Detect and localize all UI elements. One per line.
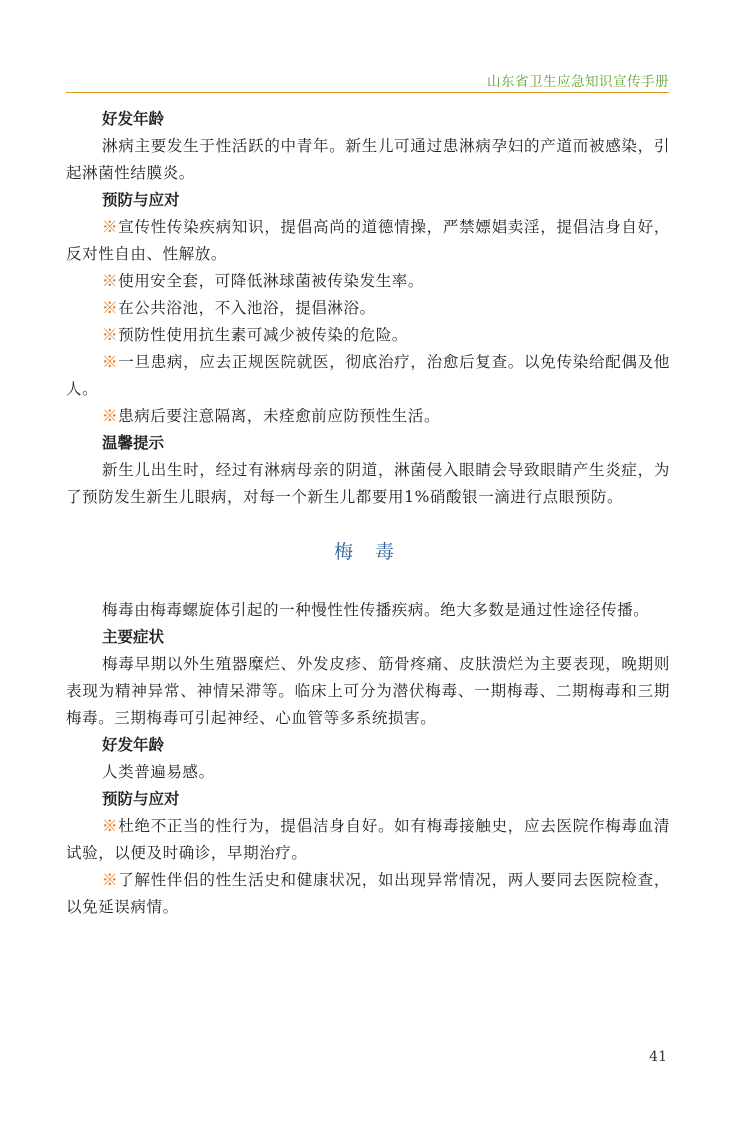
list-item <box>66 214 670 268</box>
list-item-text: 宣传性传染疾病知识，提倡高尚的道德情操，严禁嫖娼卖淫，提倡洁身自好，反对性自由、性解放。 <box>66 218 670 263</box>
list-item <box>66 867 670 921</box>
list-item <box>66 322 670 349</box>
page-number: 41 <box>649 1049 667 1065</box>
tip-heading: 温馨提示 <box>102 434 165 452</box>
bullet-mark: ※ <box>102 326 119 344</box>
bullet-mark: ※ <box>102 407 119 425</box>
bullet-mark: ※ <box>102 353 119 371</box>
age-heading-2: 好发年龄 <box>102 736 165 754</box>
list-item <box>66 295 670 322</box>
intro-text: 梅毒由梅毒螺旋体引起的一种慢性性传播疾病。绝大多数是通过性途径传播。 <box>102 601 650 619</box>
prevention-heading: 预防与应对 <box>102 191 180 209</box>
page-header <box>66 68 669 93</box>
list-item <box>66 403 670 430</box>
page-content <box>66 106 670 921</box>
list-item-text: 使用安全套，可降低淋球菌被传染发生率。 <box>118 272 425 290</box>
list-item <box>66 268 670 295</box>
age-text: 淋病主要发生于性活跃的中青年。新生儿可通过患淋病孕妇的产道而被感染，引起淋菌性结膜炎。 <box>66 137 670 182</box>
section-title: 梅 毒 <box>333 541 403 563</box>
list-item-text: 预防性使用抗生素可减少被传染的危险。 <box>118 326 408 344</box>
symptoms-heading: 主要症状 <box>102 628 165 646</box>
list-item <box>66 813 670 867</box>
age-text-2: 人类普遍易感。 <box>102 763 215 781</box>
symptoms-text: 梅毒早期以外生殖器糜烂、外发皮疹、筋骨疼痛、皮肤溃烂为主要表现，晚期则表现为精神异常、神情呆滞等。临床上可分为潜伏梅毒、一期梅毒、二期梅毒和三期梅毒。三期梅毒可引起神经、心血管等多系统损害。 <box>66 655 670 727</box>
prevention-heading-2: 预防与应对 <box>102 790 180 808</box>
tip-text: 新生儿出生时，经过有淋病母亲的阴道，淋菌侵入眼睛会导致眼睛产生炎症，为了预防发生新生儿眼病，对每一个新生儿都要用1%硝酸银一滴进行点眼预防。 <box>66 461 670 506</box>
list-item-text: 患病后要注意隔离，未痊愈前应防预性生活。 <box>118 407 441 425</box>
age-heading: 好发年龄 <box>102 110 165 128</box>
bullet-mark: ※ <box>102 218 119 236</box>
header-title: 山东省卫生应急知识宣传手册 <box>487 74 669 90</box>
list-item-text: 在公共浴池，不入池浴，提倡淋浴。 <box>118 299 376 317</box>
bullet-mark: ※ <box>102 817 119 835</box>
list-item-text: 了解性伴侣的性生活史和健康状况，如出现异常情况，两人要同去医院检查，以免延误病情。 <box>66 871 670 916</box>
bullet-mark: ※ <box>102 272 119 290</box>
bullet-mark: ※ <box>102 299 119 317</box>
list-item-text: 一旦患病，应去正规医院就医，彻底治疗，治愈后复查。以免传染给配偶及他人。 <box>66 353 670 398</box>
list-item <box>66 349 670 403</box>
bullet-mark: ※ <box>102 871 119 889</box>
list-item-text: 杜绝不正当的性行为，提倡洁身自好。如有梅毒接触史，应去医院作梅毒血清试验，以便及时确诊，早期治疗。 <box>66 817 670 862</box>
